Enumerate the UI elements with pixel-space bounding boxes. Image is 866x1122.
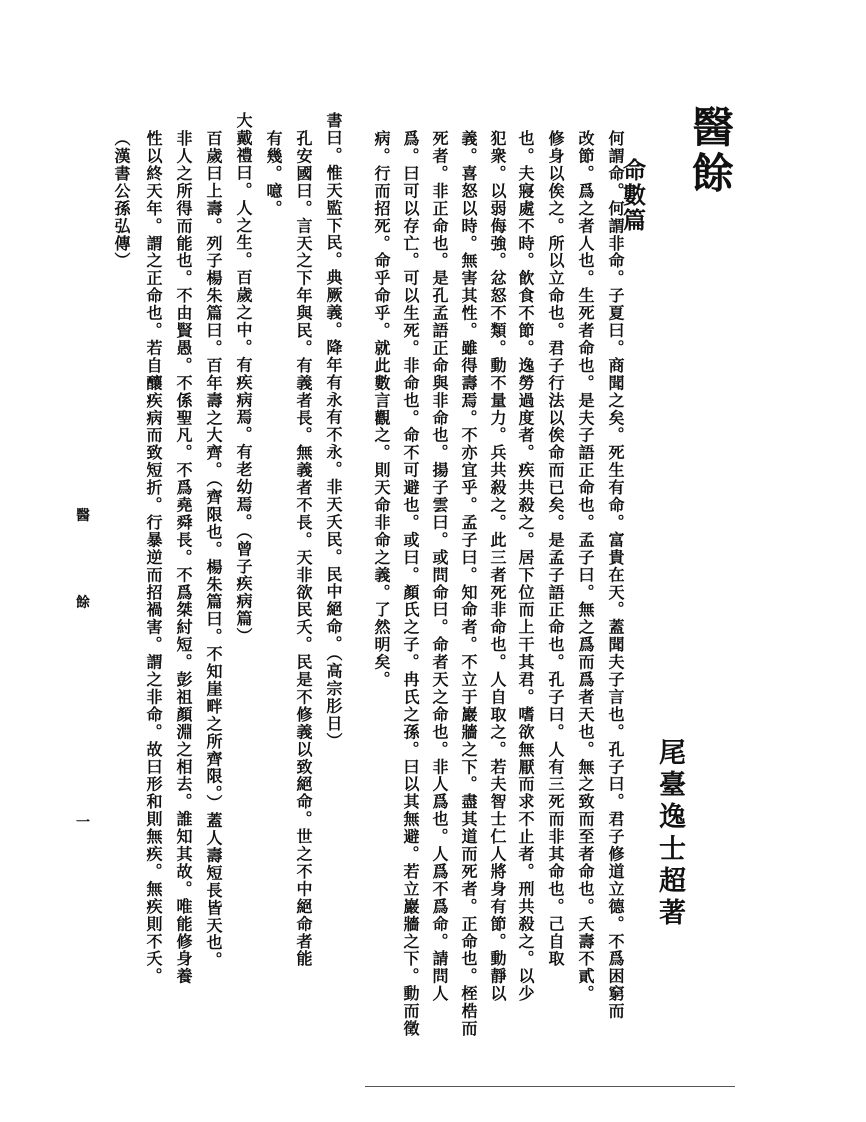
text-column: 死者。非正命也。是孔孟語正命與非命也。揚子雲曰。或問命曰。命者天之命也。非人爲也。人爲不爲命。請問人	[430, 130, 449, 1003]
text-column: 修身以俟之。所以立命也。君子行法以俟命而已矣。是孟子語正命也。孔子曰。人有三死而非其命也。己自取	[546, 130, 565, 968]
commentary-column: 有幾。噫。	[264, 130, 283, 218]
text-column: 病。行而招死。命乎命乎。就此數言觀之。則天命非命之義。了然明矣。	[372, 130, 391, 689]
scan-edge-line	[365, 1086, 735, 1087]
quote-column: 書曰。惟天監下民。典厥義。降年有永有不永。非天夭民。民中絕命。（高宗肜日）	[324, 112, 343, 750]
text-column: 性以終天年。謂之正命也。若自釀疾病而致短折。行暴逆而招禍害。謂之非命。故曰形和則無疾。無疾則不夭。	[144, 130, 163, 986]
text-column: 非人之所得而能也。不由賢愚。不係聖凡。不爲堯舜長。不爲桀紂短。彭祖顏淵之相去。誰知其故。唯能修身養	[174, 130, 193, 986]
quote-column: 大戴禮曰。人之生。百歲之中。有疾病焉。有老幼焉。（曾子疾病篇）	[234, 112, 253, 645]
citation-column: （漢書公孫弘傳）	[112, 130, 131, 270]
text-column: 義。喜怒以時。無害其性。雖得壽焉。不亦宜乎。孟子曰。知命者。不立于巖牆之下。盡其道而死者。正命也。桎梏而	[459, 130, 478, 1038]
text-column: 改節。爲之者人也。生死者命也。是夫子語正命也。孟子曰。無之爲而爲者天也。無之致而至者命也。夭壽不貳。	[576, 130, 595, 1003]
margin-title: 醫	[76, 508, 90, 524]
margin-title: 餘	[76, 595, 90, 611]
text-column: 爲。曰可以存亡。可以生死。非命也。命不可避也。或曰。顏氏之子。冉氏之孫。曰以其無避。若立巖牆之下。動而徵	[401, 130, 420, 1038]
book-title: 醫餘	[686, 105, 735, 197]
text-column: 百歲曰上壽。列子楊朱篇曰。百年壽之大齊。（齊限也。楊朱篇曰。不知崖畔之所齊限。）蓋人壽短長皆天也。	[204, 130, 223, 970]
page-number: 一	[76, 815, 90, 831]
commentary-column: 孔安國曰。言天之下年與民。有義者長。無義者不長。天非欲民夭。民是不修義以致絕命。世之不中絕命者能	[294, 130, 313, 968]
text-column: 何謂命。何謂非命。子夏曰。商聞之矣。死生有命。富貴在天。蓋聞夫子言也。孔子曰。君子修道立德。不爲困窮而	[606, 130, 625, 1020]
text-column: 也。夫寢處不時。飮食不節。逸勞過度者。疾共殺之。居下位而上干其君。嗜欲無厭而求不止者。刑共殺之。以少	[516, 130, 535, 1003]
section-title: 命數篇	[619, 158, 646, 233]
author-line: 尾臺逸士超著	[654, 738, 685, 930]
text-column: 犯衆。以弱侮強。忿怒不類。動不量力。兵共殺之。此三者死非命也。人自取之。若夫智士仁人將身有節。動靜以	[488, 130, 507, 1003]
